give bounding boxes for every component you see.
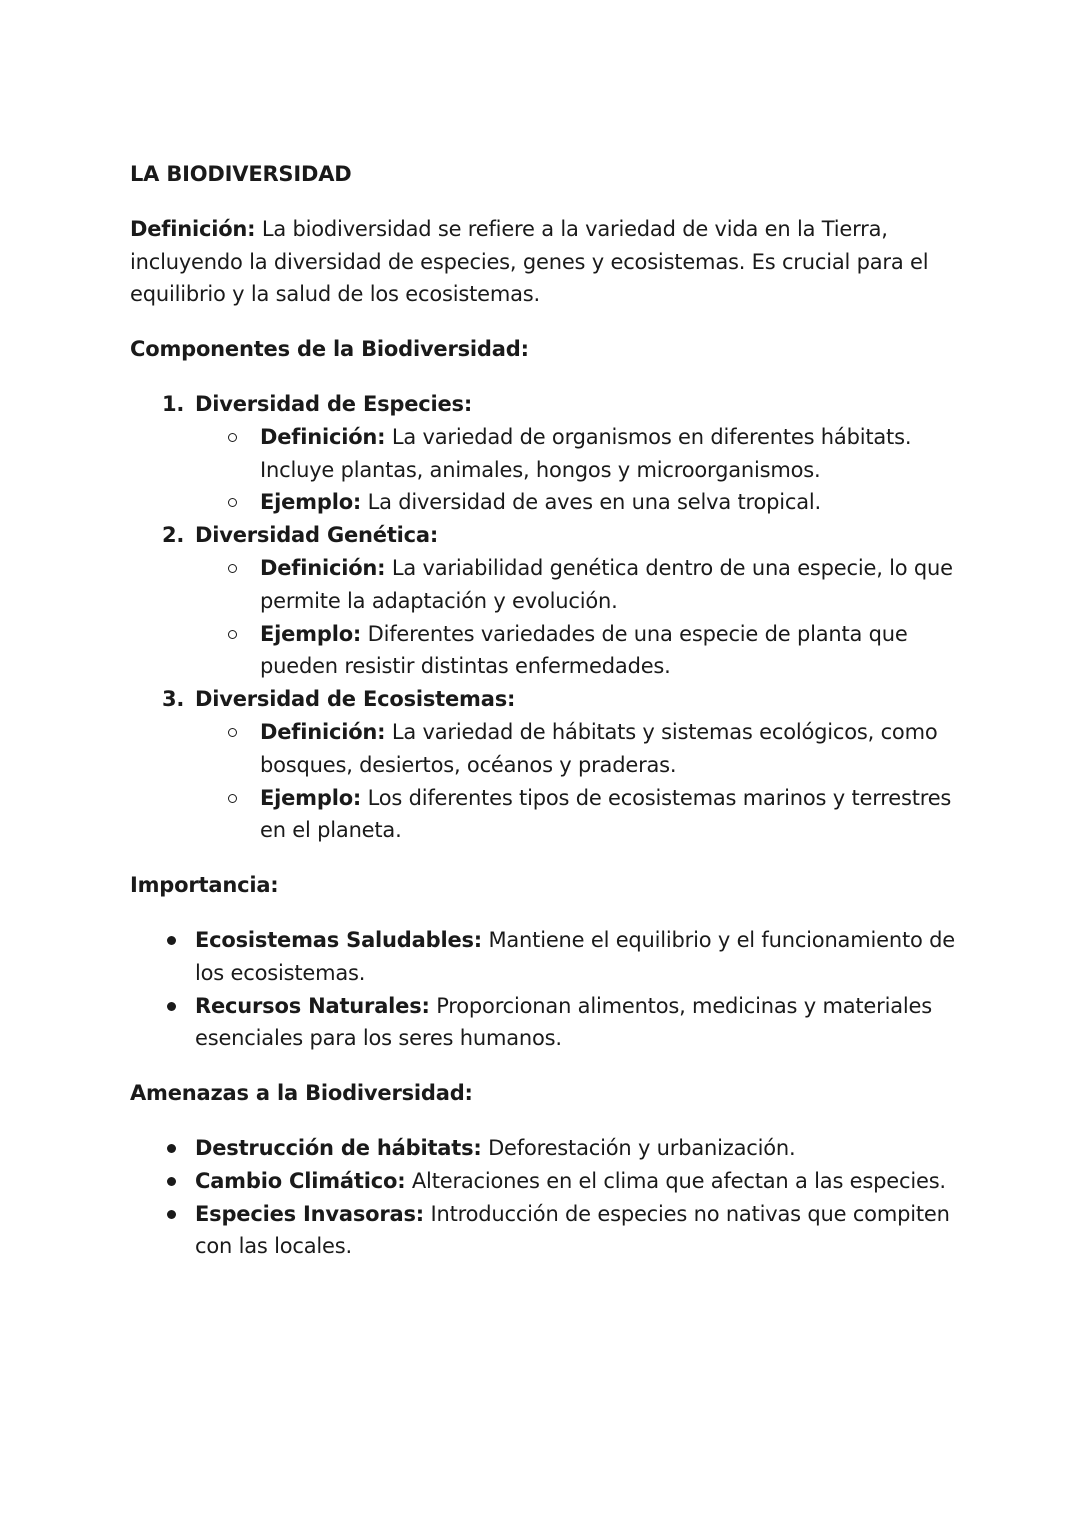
detail-text: La diversidad de aves en una selva tropical. [367,490,822,515]
detail-text: La variedad de organismos en diferentes hábitats. Incluye plantas, animales, hongos y microorganismos. [260,424,912,482]
detail-label: Ejemplo: [260,490,362,515]
detail-label: Ejemplo: [260,785,362,810]
item-text: Deforestación y urbanización. [488,1135,796,1160]
detail-item [130,486,960,519]
definition-label: Definición: [130,216,256,241]
item-text: Proporcionan alimentos, medicinas y materiales esenciales para los seres humanos. [195,993,932,1051]
circle-bullet-icon [228,433,237,442]
list-item [130,990,960,1056]
components-heading: Componentes de la Biodiversidad: [130,337,529,362]
detail-item [130,552,960,618]
list-item [130,1165,960,1198]
document-title: LA BIODIVERSIDAD [130,162,352,186]
component-details [195,716,960,847]
item-label: Ecosistemas Saludables: [195,927,482,952]
importance-heading: Importancia: [130,873,279,898]
item-text: Introducción de especies no nativas que compiten con las locales. [195,1201,950,1259]
circle-bullet-icon [228,794,237,803]
list-item [130,1198,960,1264]
detail-label: Definición: [260,424,386,449]
item-label: Destrucción de hábitats: [195,1135,482,1160]
item-label: Cambio Climático: [195,1168,406,1193]
component-title: Diversidad de Ecosistemas: [195,687,516,712]
detail-label: Ejemplo: [260,621,362,646]
component-details [195,552,960,683]
importance-list [130,924,960,1055]
detail-text: Los diferentes tipos de ecosistemas marinos y terrestres en el planeta. [260,785,952,843]
item-text: Mantiene el equilibrio y el funcionamiento de los ecosistemas. [195,927,955,985]
component-title: Diversidad de Especies: [195,391,473,416]
item-label: Recursos Naturales: [195,993,430,1018]
bullet-icon [167,1002,176,1011]
circle-bullet-icon [228,728,237,737]
circle-bullet-icon [228,564,237,573]
item-text: Alteraciones en el clima que afectan a las especies. [411,1168,946,1193]
detail-text: La variedad de hábitats y sistemas ecológicos, como bosques, desiertos, océanos y praderas. [260,719,938,777]
threats-heading: Amenazas a la Biodiversidad: [130,1081,473,1106]
detail-item [130,421,960,487]
circle-bullet-icon [228,630,237,639]
list-item [130,1132,960,1165]
detail-item [130,618,960,684]
detail-label: Definición: [260,719,386,744]
component-title: Diversidad Genética: [195,523,439,548]
list-number: 2. [162,523,185,548]
document-page [130,158,960,1285]
component-item-genetic [130,519,960,683]
circle-bullet-icon [228,498,237,507]
component-item-species [130,388,960,519]
component-details [195,421,960,519]
detail-label: Definición: [260,555,386,580]
detail-text: Diferentes variedades de una especie de planta que pueden resistir distintas enfermedades. [260,621,908,679]
list-number: 1. [162,391,185,416]
definition-paragraph [130,213,960,311]
list-number: 3. [162,687,185,712]
components-list [130,388,960,847]
bullet-icon [167,1210,176,1219]
detail-item [130,716,960,782]
list-item [130,924,960,990]
detail-item [130,782,960,848]
definition-text: La biodiversidad se refiere a la variedad de vida en la Tierra, incluyendo la diversidad de especies, genes y ecosistemas. Es crucial para el equilibrio y la salud de los ecosistemas. [130,216,929,307]
detail-text: La variabilidad genética dentro de una especie, lo que permite la adaptación y evolución. [260,555,953,613]
component-item-ecosystems [130,683,960,847]
bullet-icon [167,936,176,945]
bullet-icon [167,1144,176,1153]
bullet-icon [167,1177,176,1186]
threats-list [130,1132,960,1263]
item-label: Especies Invasoras: [195,1201,424,1226]
